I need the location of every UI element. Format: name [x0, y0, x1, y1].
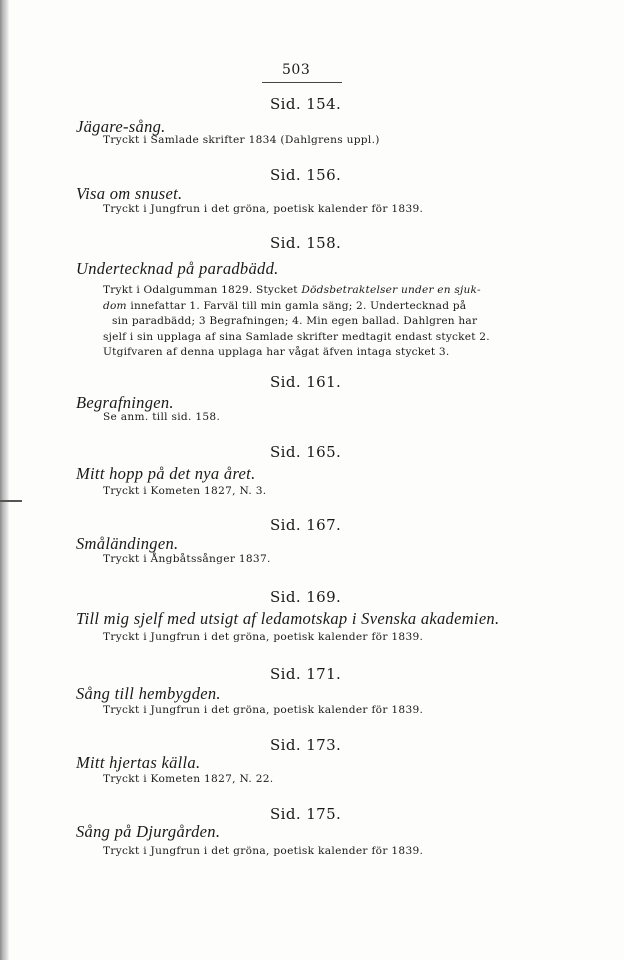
- scan-page-edge: [0, 0, 9, 960]
- page-number: 503: [282, 62, 311, 78]
- poem-title: Sång till hembygden.: [76, 684, 221, 703]
- publication-note: Tryckt i Kometen 1827, N. 3.: [103, 485, 267, 497]
- section-heading: Sid. 165.: [270, 443, 342, 461]
- section-heading: Sid. 173.: [270, 736, 342, 754]
- note-line: Utgifvaren af denna upplaga har vågat äfven intaga stycket 3.: [103, 346, 450, 358]
- publication-note: Tryckt i Samlade skrifter 1834 (Dahlgrens uppl.): [103, 134, 380, 146]
- poem-title: Mitt hopp på det nya året.: [76, 464, 256, 483]
- publication-note: Tryckt i Kometen 1827, N. 22.: [103, 773, 274, 785]
- poem-title: Småländingen.: [76, 534, 179, 553]
- note-text: Trykt i Odalgumman 1829. Stycket: [103, 284, 302, 296]
- section-heading: Sid. 175.: [270, 805, 342, 823]
- poem-title: Till mig sjelf med utsigt af ledamotskap i Svenska akademien.: [76, 609, 500, 628]
- poem-title: Mitt hjertas källa.: [76, 753, 201, 772]
- note-line: sjelf i sin upplaga af sina Samlade skrifter medtagit endast stycket 2.: [103, 330, 490, 343]
- publication-note: Tryckt i Jungfrun i det gröna, poetisk kalender för 1839.: [103, 845, 424, 857]
- publication-note: Tryckt i Jungfrun i det gröna, poetisk kalender för 1839.: [103, 704, 424, 716]
- poem-title: Undertecknad på paradbädd.: [76, 259, 279, 278]
- publication-note: Tryckt i Ångbåtssånger 1837.: [103, 553, 271, 565]
- note-text: innefattar 1. Farväl till min gamla säng; 2. Undertecknad på: [126, 299, 467, 312]
- publication-note: Tryckt i Jungfrun i det gröna, poetisk kalender för 1839.: [103, 631, 424, 643]
- publication-note-paragraph: [103, 283, 533, 361]
- poem-title: Begrafningen.: [76, 393, 174, 412]
- note-line: [103, 283, 533, 299]
- page-number-rule: [262, 82, 342, 83]
- publication-note: Se anm. till sid. 158.: [103, 411, 221, 423]
- section-heading: Sid. 158.: [270, 234, 342, 252]
- section-heading: Sid. 171.: [270, 665, 342, 683]
- scan-edge-mark: [0, 500, 22, 502]
- poem-title: Sång på Djurgården.: [76, 822, 221, 841]
- note-italic-text: dom: [103, 299, 127, 312]
- poem-title: Visa om snuset.: [76, 184, 183, 203]
- section-heading: Sid. 161.: [270, 373, 342, 391]
- section-heading: Sid. 156.: [270, 166, 342, 184]
- note-line: sin paradbädd; 3 Begrafningen; 4. Min egen ballad. Dahlgren har: [112, 315, 478, 327]
- section-heading: Sid. 154.: [270, 95, 342, 113]
- publication-note: Tryckt i Jungfrun i det gröna, poetisk kalender för 1839.: [103, 203, 424, 215]
- note-italic-text: Dödsbetraktelser under en sjuk-: [301, 284, 481, 296]
- section-heading: Sid. 167.: [270, 516, 342, 534]
- section-heading: Sid. 169.: [270, 588, 342, 606]
- note-line: [103, 299, 533, 315]
- poem-title: Jägare-sång.: [76, 117, 166, 136]
